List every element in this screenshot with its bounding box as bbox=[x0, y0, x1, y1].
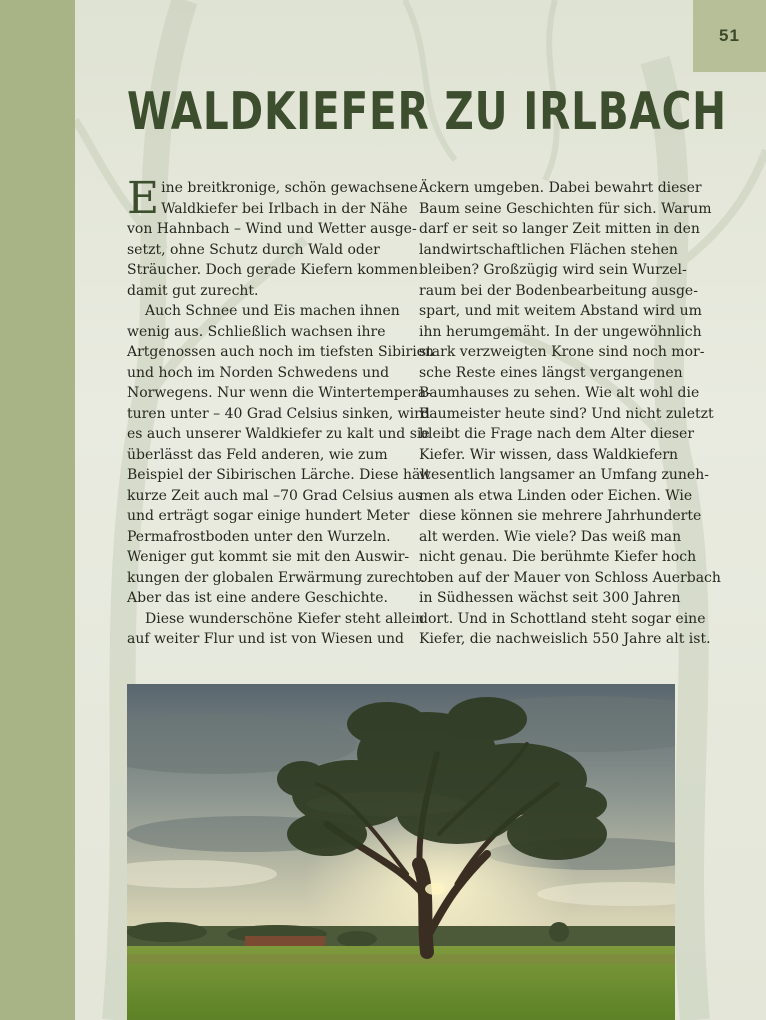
left-color-strip bbox=[0, 0, 75, 1020]
text-column-left bbox=[127, 173, 434, 650]
text-line: und hoch im Norden Schwedens und bbox=[127, 364, 390, 381]
paragraph bbox=[127, 301, 434, 609]
text-line: turen unter – 40 Grad Celsius sinken, wird bbox=[127, 405, 430, 422]
text-line: bleiben? Großzügig wird sein Wurzel- bbox=[419, 262, 687, 278]
text-line: Auch Schnee und Eis machen ihnen bbox=[145, 303, 400, 319]
paragraph bbox=[127, 173, 419, 301]
text-line: Baumeister heute sind? Und nicht zuletzt bbox=[419, 405, 714, 422]
text-line: Beispiel der Sibirischen Lärche. Diese hält bbox=[127, 467, 431, 483]
text-line: von Hahnbach – Wind und Wetter ausge- bbox=[127, 221, 417, 237]
page-title: WALDKIEFER ZU IRLBACH bbox=[127, 82, 727, 142]
text-line: men als etwa Linden oder Eichen. Wie bbox=[419, 487, 693, 504]
text-line: darf er seit so langer Zeit mitten in den bbox=[419, 221, 700, 237]
text-line: diese können sie mehrere Jahrhunderte bbox=[419, 508, 702, 524]
text-line: Norwegens. Nur wenn die Wintertempera- bbox=[127, 385, 431, 401]
drop-cap: E bbox=[127, 173, 160, 224]
text-line: Diese wunderschöne Kiefer steht allein bbox=[145, 610, 425, 627]
text-line: Sträucher. Doch gerade Kiefern kommen bbox=[127, 262, 419, 278]
text-line: wesentlich langsamer an Umfang zuneh- bbox=[419, 467, 709, 483]
text-line: nicht genau. Die berühmte Kiefer hoch bbox=[419, 549, 697, 565]
text-line: alt werden. Wie viele? Das weiß man bbox=[419, 528, 682, 545]
text-line: damit gut zurecht. bbox=[127, 282, 259, 299]
text-line: Baum seine Geschichten für sich. Warum bbox=[419, 200, 712, 217]
text-line: raum bei der Bodenbearbeitung ausge- bbox=[419, 282, 698, 299]
text-line: ihn herumgemäht. In der ungewöhnlich bbox=[419, 323, 702, 340]
text-line: kurze Zeit auch mal –70 Grad Celsius aus bbox=[127, 487, 423, 504]
text-line: setzt, ohne Schutz durch Wald oder bbox=[127, 241, 380, 258]
text-line: spart, und mit weitem Abstand wird um bbox=[419, 303, 702, 319]
paragraph bbox=[127, 609, 425, 650]
text-line: ine breitkronige, schön gewachsene bbox=[161, 180, 418, 196]
text-line: kungen der globalen Erwärmung zurecht. bbox=[127, 569, 425, 586]
text-column-right bbox=[419, 178, 721, 650]
text-line: es auch unserer Waldkiefer zu kalt und sie bbox=[127, 426, 430, 442]
text-line: und erträgt sogar einige hundert Meter bbox=[127, 508, 410, 524]
text-line: stark verzweigten Krone sind noch mor- bbox=[419, 344, 705, 360]
text-line: überlässt das Feld anderen, wie zum bbox=[127, 446, 388, 463]
text-line: dort. Und in Schottland steht sogar eine bbox=[419, 610, 706, 627]
text-line: sche Reste eines längst vergangenen bbox=[419, 364, 683, 381]
text-line: Waldkiefer bei Irlbach in der Nähe bbox=[161, 200, 408, 217]
paragraph bbox=[419, 178, 721, 650]
text-line: bleibt die Frage nach dem Alter dieser bbox=[419, 426, 695, 442]
text-line: Artgenossen auch noch im tiefsten Sibirien bbox=[127, 344, 434, 360]
text-line: Kiefer, die nachweislich 550 Jahre alt ist. bbox=[419, 631, 711, 647]
page-number-box bbox=[693, 0, 766, 72]
text-line: Äckern umgeben. Dabei bewahrt dieser bbox=[419, 180, 702, 196]
text-line: Baumhauses zu sehen. Wie alt wohl die bbox=[419, 385, 700, 401]
text-line: in Südhessen wächst seit 300 Jahren bbox=[419, 590, 681, 606]
text-line: wenig aus. Schließlich wachsen ihre bbox=[127, 323, 386, 340]
text-line: auf weiter Flur und ist von Wiesen und bbox=[127, 631, 404, 647]
text-line: Weniger gut kommt sie mit den Auswir- bbox=[127, 549, 410, 565]
text-line: Kiefer. Wir wissen, dass Waldkiefern bbox=[419, 446, 679, 463]
text-line: Aber das ist eine andere Geschichte. bbox=[127, 590, 388, 606]
text-line: oben auf der Mauer von Schloss Auerbach bbox=[419, 569, 721, 586]
text-line: landwirtschaftlichen Flächen stehen bbox=[419, 241, 678, 258]
pine-tree-photo bbox=[127, 684, 675, 1020]
page-number: 51 bbox=[719, 26, 740, 45]
text-line: Permafrostboden unter den Wurzeln. bbox=[127, 528, 391, 545]
